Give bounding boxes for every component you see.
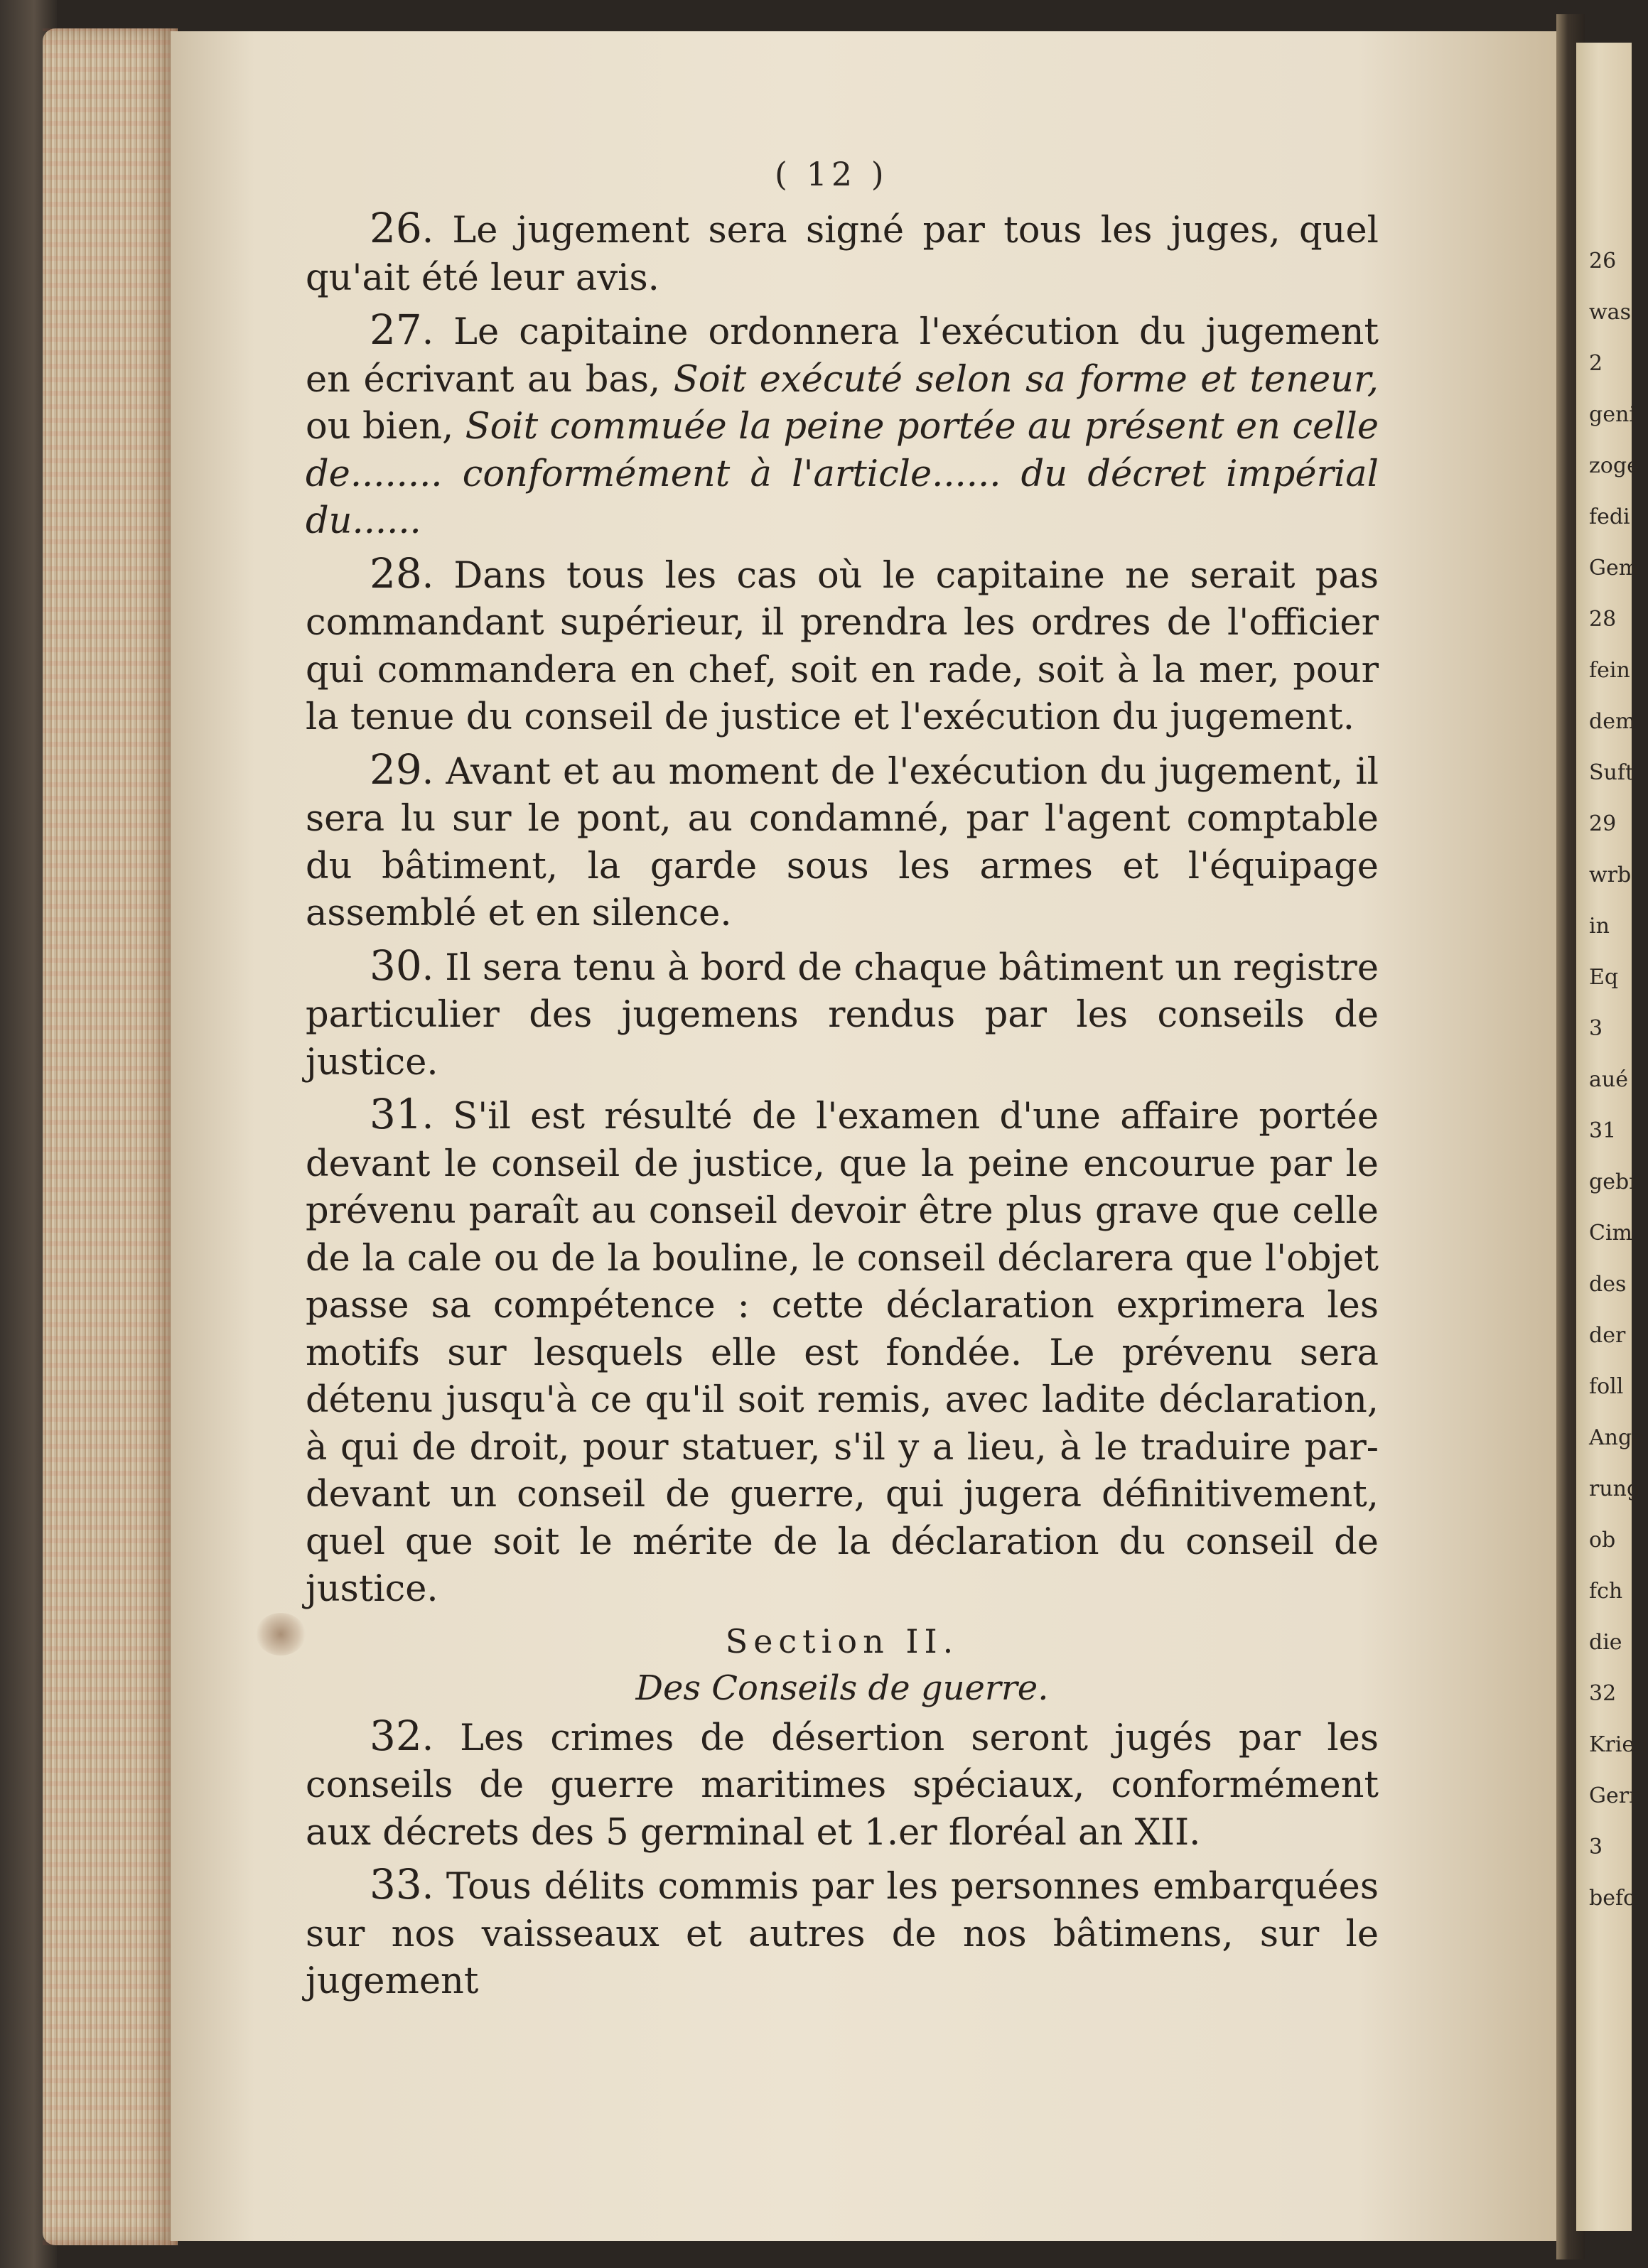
adjacent-page-fragment: des — [1589, 1272, 1627, 1297]
page-number: ( 12 ) — [775, 155, 888, 193]
adjacent-page-fragment: fein — [1589, 658, 1630, 683]
article-text: . S'il est résulté de l'examen d'une affaire portée devant le conseil de justice, que la peine encourue par le prévenu paraît au conseil devoir être plus grave que celle de la cale ou de la bouline, le conseil déclarera que l'objet passe sa compétence : cette déclaration exprimera les motifs sur lesquels elle est fondée. Le prévenu sera détenu jusqu'à ce qu'il soit remis, avec ladite déclaration, à qui de droit, pour statuer, s'il y a lieu, à le traduire par-devant un conseil de guerre, qui jugera définitivement, quel que soit le mérite de la déclaration du conseil de justice. — [306, 1096, 1379, 1610]
adjacent-page-fragment: gebr — [1589, 1170, 1639, 1194]
adjacent-page-fragment: die — [1589, 1630, 1622, 1655]
article-italic-text: Soit commuée la peine portée au présent en celle de........ conformément à l'article...... du décret impérial du...... — [306, 406, 1379, 542]
section-subtitle: Des Conseils de guerre. — [635, 1668, 1049, 1708]
article-text: . Tous délits commis par les personnes embarquées sur nos vaisseaux et autres de nos bâtimens, sur le jugement — [306, 1866, 1379, 2002]
adjacent-page-fragment: 31 — [1589, 1118, 1617, 1143]
adjacent-page-fragment: 2 — [1589, 351, 1603, 376]
adjacent-page-fragment: Gem — [1589, 556, 1639, 580]
article-26 — [306, 205, 1379, 302]
adjacent-page-fragment: Gerr — [1589, 1783, 1639, 1808]
article-text: ou bien, — [306, 406, 465, 448]
page-stack-edge — [43, 28, 178, 2245]
adjacent-page-fragment: der — [1589, 1323, 1626, 1348]
adjacent-page-fragment: ob — [1589, 1528, 1616, 1552]
adjacent-page-fragment: foll — [1589, 1374, 1624, 1399]
article-33 — [306, 1861, 1379, 2006]
article-text: . Les crimes de désertion seront jugés par les conseils de guerre maritimes spéciaux, conformément aux décrets des 5 germinal et 1.er floréal an XII. — [306, 1717, 1379, 1854]
adjacent-page-fragment: Krieg — [1589, 1732, 1648, 1757]
article-number: 33 — [370, 1860, 422, 1908]
adjacent-page-fragment: aué — [1589, 1067, 1628, 1092]
article-number: 26 — [370, 204, 422, 252]
article-28 — [306, 550, 1379, 742]
adjacent-page-fragment: Eq — [1589, 965, 1619, 990]
article-text: . Le capitaine ordonnera l'exécution du jugement en écrivant au bas, — [306, 311, 1379, 401]
adjacent-page-fragment: geni — [1589, 402, 1636, 427]
adjacent-page-fragment: Cim — [1589, 1221, 1632, 1246]
paper-stain — [256, 1613, 306, 1656]
article-text: . Le jugement sera signé par tous les juges, quel qu'ait été leur avis. — [306, 210, 1379, 299]
article-number: 29 — [370, 745, 422, 794]
adjacent-page-fragment: rung — [1589, 1476, 1641, 1501]
adjacent-page-fragment: 26 — [1589, 249, 1617, 274]
article-30 — [306, 942, 1379, 1087]
article-27 — [306, 306, 1379, 546]
article-number: 28 — [370, 549, 422, 598]
adjacent-page-fragment: zoge — [1589, 453, 1639, 478]
adjacent-page-fragment: was — [1589, 300, 1631, 325]
article-number: 31 — [370, 1090, 422, 1138]
adjacent-page-fragment: Suft — [1589, 760, 1634, 785]
adjacent-page-fragment: fedi — [1589, 504, 1630, 529]
article-number: 27 — [370, 306, 422, 354]
adjacent-page-fragment: wrb — [1589, 863, 1632, 887]
adjacent-page-fragment: 3 — [1589, 1016, 1603, 1041]
adjacent-page-fragment: befo — [1589, 1886, 1637, 1911]
article-31 — [306, 1091, 1379, 1614]
adjacent-page-fragment: dem — [1589, 709, 1636, 734]
article-italic-text: Soit exécuté selon sa forme et teneur, — [673, 358, 1379, 401]
adjacent-page-fragment: 28 — [1589, 607, 1617, 632]
article-29 — [306, 746, 1379, 938]
adjacent-page-fragment: fch — [1589, 1579, 1623, 1604]
adjacent-page-fragment: 32 — [1589, 1681, 1617, 1706]
article-text: . Il sera tenu à bord de chaque bâtiment un registre particulier des jugemens rendus par les conseils de justice. — [306, 946, 1379, 1084]
article-text: . Dans tous les cas où le capitaine ne serait pas commandant supérieur, il prendra les ordres de l'officier qui commandera en chef, soit en rade, soit à la mer, pour la tenue du conseil de justice et l'exécution du jugement. — [306, 554, 1379, 738]
adjacent-page-fragment: 29 — [1589, 811, 1617, 836]
article-number: 32 — [370, 1711, 422, 1760]
adjacent-page-fragment: 3 — [1589, 1835, 1603, 1859]
section-heading: Section II. — [725, 1621, 959, 1660]
article-text: . Avant et au moment de l'exécution du jugement, il sera lu sur le pont, au condamné, par l'agent comptable du bâtiment, la garde sous les armes et l'équipage assemblé et en silence. — [306, 750, 1379, 934]
page-text — [306, 205, 1379, 2010]
adjacent-page-fragment: in — [1589, 914, 1610, 939]
adjacent-page-fragment: Ange — [1589, 1425, 1644, 1450]
adjacent-page — [1576, 43, 1648, 2231]
article-number: 30 — [370, 941, 422, 990]
article-32 — [306, 1712, 1379, 1857]
